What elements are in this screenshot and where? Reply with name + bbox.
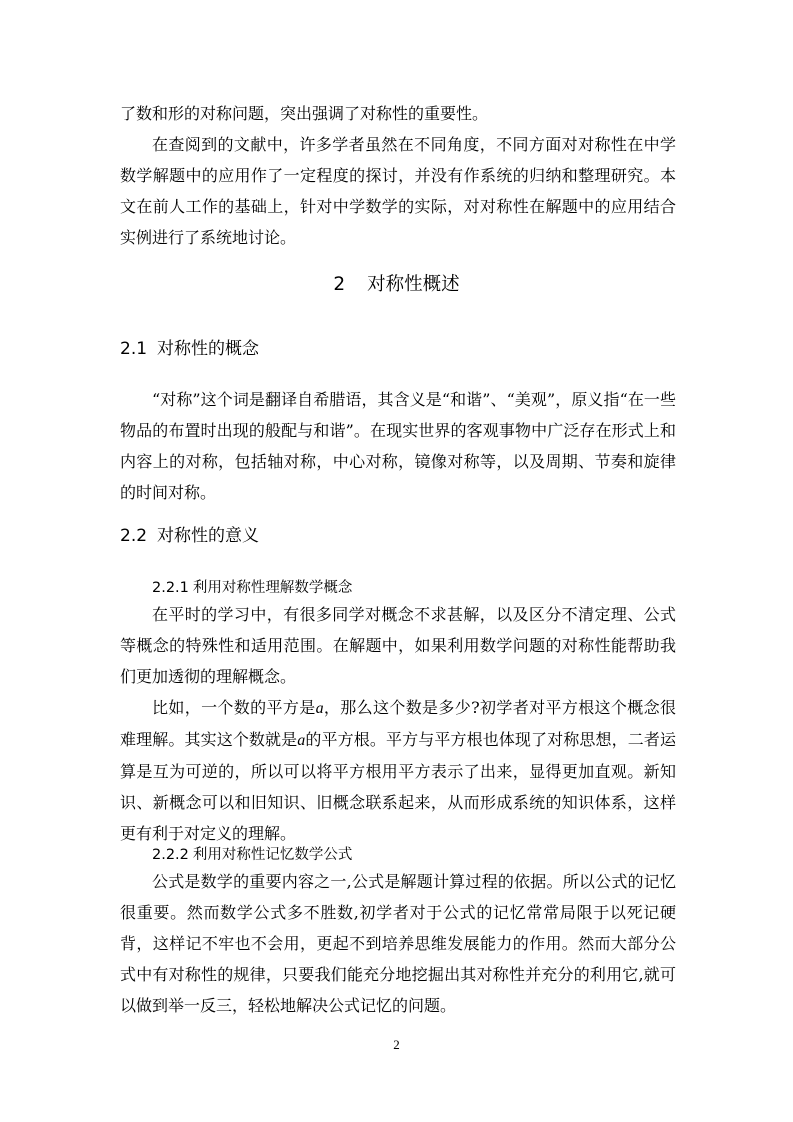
intro-paragraph-1: 了数和形的对称问题，突出强调了对称性的重要性。 <box>120 104 489 123</box>
section-2-2-heading <box>120 521 259 551</box>
chapter-title: 对称性概述 <box>367 274 460 295</box>
subsection-2-2-1-number: 2.2.1 <box>152 580 189 596</box>
chapter-heading <box>0 270 793 300</box>
text-run: 的平方根。平方与平方根也体现了对称思想，二者运算是互为可逆的，所以可以将平方根用平方表示了出来，显得更加直观。新知识、新概念可以和旧知识、旧概念联系起来，从而形成系统的知识体系，这样更有利于对定义的理解。 <box>120 730 676 843</box>
text-run: 比如，一个数的平方是 <box>152 698 316 717</box>
subsection-2-2-1-heading <box>152 574 352 602</box>
section-2-1-title: 对称性的概念 <box>157 339 260 359</box>
intro-paragraph-2: 在查阅到的文献中，许多学者虽然在不同角度，不同方面对对称性在中学数学解题中的应用作了一定程度的探讨，并没有作系统的归纳和整理研究。本文在前人工作的基础上，针对中学数学的实际，对对称性在解题中的应用结合实例进行了系统地讨论。 <box>120 135 676 247</box>
text-run: ，那么这个数是多少?初学者对平方根这个概念很难理解。其实这个数就是 <box>120 698 676 749</box>
section-2-1-heading <box>120 334 259 364</box>
subsection-2-2-2-paragraph: 公式是数学的重要内容之一,公式是解题计算过程的依据。所以公式的记忆很重要。然而数学公式多不胜数,初学者对于公式的记忆常常局限于以死记硬背，这样记不牢也不会用，更起不到培养思维发展能力的作用。然而大部分公式中有对称性的规律，只要我们能充分地挖掘出其对称性并充分的利用它,就可以做到举一反三，轻松地解决公式记忆的问题。 <box>120 872 676 1015</box>
subsection-2-2-1-paragraph-2 <box>120 692 676 849</box>
subsection-2-2-1-title: 利用对称性理解数学概念 <box>192 580 353 596</box>
section-2-2-title: 对称性的意义 <box>157 526 260 546</box>
section-2-1-number: 2.1 <box>120 339 148 359</box>
subsection-2-2-1-paragraph-1: 在平时的学习中，有很多同学对概念不求甚解，以及区分不清定理、公式等概念的特殊性和适用范围。在解题中，如果利用数学问题的对称性能帮助我们更加透彻的理解概念。 <box>120 605 676 686</box>
variable-a: a <box>315 700 324 717</box>
section-2-1-paragraph: “对称”这个词是翻译自希腊语，其含义是“和谐”、“美观”，原义指“在一些物品的布置时出现的般配与和谐”。在现实世界的客观事物中广泛存在形式上和内容上的对称，包括轴对称，中心对称，镜像对称等，以及周期、节奏和旋律的时间对称。 <box>120 390 676 502</box>
variable-a: a <box>297 732 306 749</box>
subsection-2-2-2-heading <box>152 841 352 869</box>
page-number: 2 <box>393 1037 400 1052</box>
subsection-2-2-2-title: 利用对称性记忆数学公式 <box>192 847 353 863</box>
section-2-2-number: 2.2 <box>120 526 148 546</box>
subsection-2-2-2-number: 2.2.2 <box>152 847 189 863</box>
chapter-number: 2 <box>333 274 346 295</box>
